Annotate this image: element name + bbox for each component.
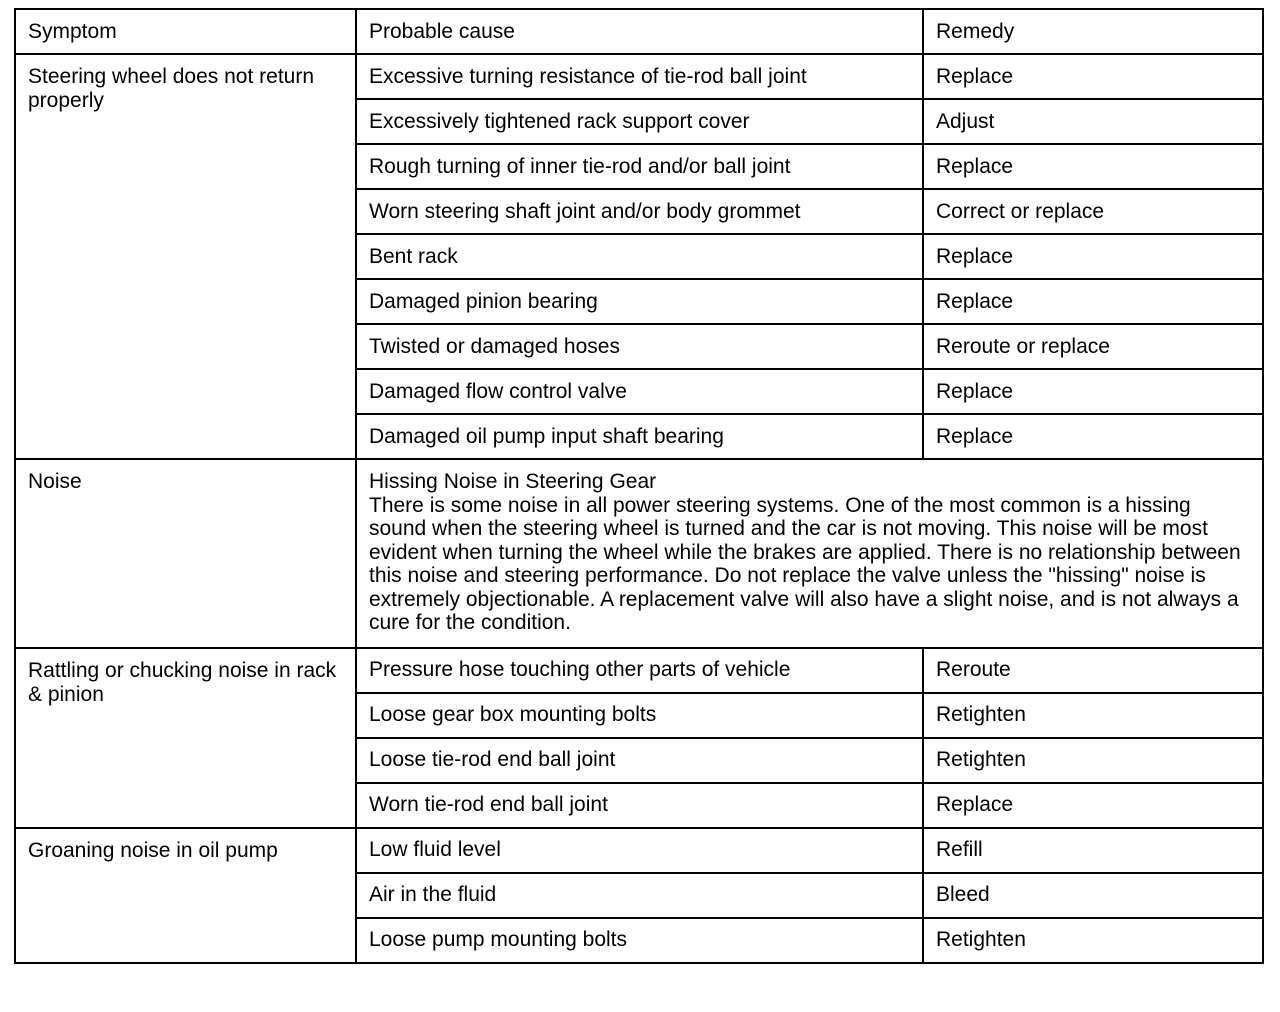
troubleshooting-table <box>14 8 1264 964</box>
remedy-cell: Replace <box>923 369 1263 414</box>
table-row <box>15 828 1263 873</box>
cause-cell: Loose gear box mounting bolts <box>356 693 923 738</box>
remedy-cell: Replace <box>923 279 1263 324</box>
cause-cell: Damaged oil pump input shaft bearing <box>356 414 923 459</box>
table-row <box>15 648 1263 693</box>
remedy-cell: Replace <box>923 144 1263 189</box>
symptom-cell: Rattling or chucking noise in rack & pinion <box>15 648 356 828</box>
cause-cell: Low fluid level <box>356 828 923 873</box>
cause-cell: Twisted or damaged hoses <box>356 324 923 369</box>
header-remedy: Remedy <box>923 9 1263 54</box>
remedy-cell: Bleed <box>923 873 1263 918</box>
remedy-cell: Retighten <box>923 738 1263 783</box>
header-symptom: Symptom <box>15 9 356 54</box>
cause-cell: Damaged flow control valve <box>356 369 923 414</box>
symptom-cell: Steering wheel does not return properly <box>15 54 356 459</box>
remedy-cell: Retighten <box>923 918 1263 963</box>
header-cause: Probable cause <box>356 9 923 54</box>
cause-cell: Worn tie-rod end ball joint <box>356 783 923 828</box>
remedy-cell: Replace <box>923 414 1263 459</box>
table-row <box>15 54 1263 99</box>
symptom-cell: Groaning noise in oil pump <box>15 828 356 963</box>
cause-cell: Damaged pinion bearing <box>356 279 923 324</box>
cause-cell: Worn steering shaft joint and/or body grommet <box>356 189 923 234</box>
remedy-cell: Retighten <box>923 693 1263 738</box>
remedy-cell: Adjust <box>923 99 1263 144</box>
cause-cell: Pressure hose touching other parts of vehicle <box>356 648 923 693</box>
header-row <box>15 9 1263 54</box>
cause-cell: Excessively tightened rack support cover <box>356 99 923 144</box>
remedy-cell: Replace <box>923 54 1263 99</box>
symptom-cell: Noise <box>15 459 356 648</box>
remedy-cell: Reroute or replace <box>923 324 1263 369</box>
remedy-cell: Replace <box>923 783 1263 828</box>
remedy-cell: Replace <box>923 234 1263 279</box>
cause-cell: Bent rack <box>356 234 923 279</box>
table-row <box>15 459 1263 648</box>
remedy-cell: Reroute <box>923 648 1263 693</box>
note-body: There is some noise in all power steering systems. One of the most common is a hissing sound when the steering wheel is turned and the car is not moving. This noise will be most evident when turning the wheel while the brakes are applied. There is no relationship between this noise and steering performance. Do not replace the valve unless the "hissing" noise is extremely objectionable. A replacement valve will also have a slight noise, and is not always a cure for the condition. <box>369 493 1241 634</box>
note-title: Hissing Noise in Steering Gear <box>369 470 657 493</box>
cause-cell: Loose tie-rod end ball joint <box>356 738 923 783</box>
remedy-cell: Correct or replace <box>923 189 1263 234</box>
noise-note-cell <box>356 459 1263 648</box>
cause-cell: Excessive turning resistance of tie-rod ball joint <box>356 54 923 99</box>
cause-cell: Loose pump mounting bolts <box>356 918 923 963</box>
cause-cell: Air in the fluid <box>356 873 923 918</box>
cause-cell: Rough turning of inner tie-rod and/or ball joint <box>356 144 923 189</box>
remedy-cell: Refill <box>923 828 1263 873</box>
